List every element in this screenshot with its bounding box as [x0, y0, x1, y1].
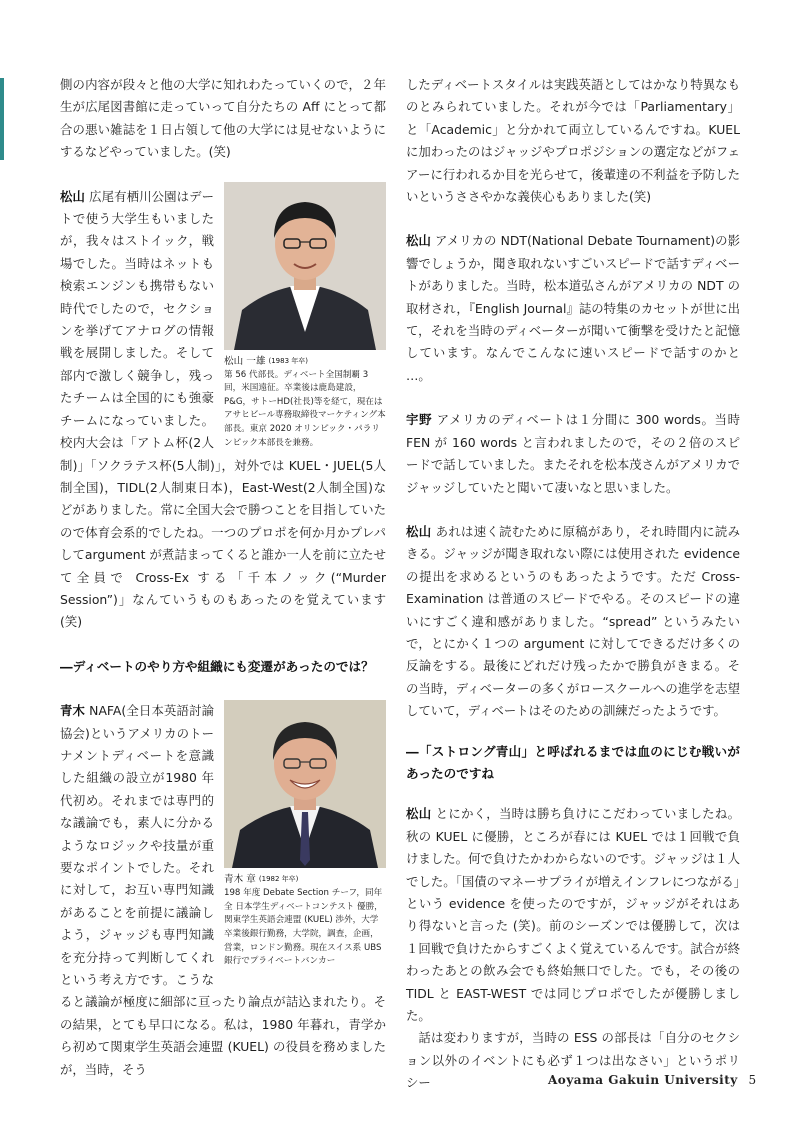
matsuyama-year: (1983 年卒)	[268, 356, 309, 365]
paragraph-text: 広尾有栖川公園はデートで使う大学生もいましたが，我々はストイック，戦場でした。当時はネットも検索エンジンも携帯もない時代でしたので，セクションを挙げてアナログの情報戦を展開しました。そして部内で激しく競争し，残ったチームは全国的にも強豪チームになっていました。校内大会は「アトム杯(2人制)」「ソクラテス杯(5人制)」，対外では KUEL・JUEL(5人制全国)，TIDL(2人制東日本)，East-West(2人制全国)などがありました。常に全国大会で勝つことを目指していたので体育会系的でしたね。一つのプロポを何か月かプレパしてargument が煮詰まってくると誰か一人を前に立たせて全員で Cross-Ex する「千本ノック(“Murder Session”)」なんていうものもあったのを覚えています(笑)	[60, 188, 386, 630]
section-heading: ―ディベートのやり方や組織にも変遷があったのでは？	[60, 658, 374, 674]
speaker-label: 松山	[406, 523, 432, 539]
paragraph-matsuyama-3	[406, 521, 740, 723]
right-column	[406, 74, 740, 1095]
section-heading: ―「ストロング青山」と呼ばれるまでは血のにじむ戦いがあったのですね	[406, 743, 740, 781]
matsuyama-name: 松山 一雄	[224, 355, 266, 367]
paragraph-text: アメリカの NDT(National Debate Tournament)の影響でしょうか，聞き取れないすごいスピードで話すディベートがありました。当時，松本道弘さんがアメリカの NDT の取材され，『English Journal』誌の特集のカセットが世に出て，それを当時のディベーターが聞いて衝撃を受けたと記憶しています。なんでこんなに速いスピードで話すのかと …。	[406, 233, 740, 383]
aoki-figure	[224, 700, 386, 969]
paragraph-text: とにかく，当時は勝ち負けにこだわっていましたね。秋の KUEL に優勝，ところが春には KUEL では１回戦で負けました。何で負けたかわからないのです。ジャッジは１人でした。「国債のマネーサプライが増えインフレにつながる」という evidence を使ったのですが，ジャッジがそれはあり得ないと言った (笑)。前のシーズンでは優勝して，次は１回戦で負けたからすごくよく覚えているんです。試合が終わったあとの飲み会でも終始無口でした。でも，その後の TIDL と EAST-WEST では同じプロポでしたが優勝しました。	[406, 806, 740, 1024]
paragraph-text: NAFA(全日本英語討論協会)というアメリカのトーナメントディベートを意識した組織の設立が1980 年代初め。それまでは専門的な議論でも，素人に分かるようなロジックや技量が重要なポイントでした。それに対して，お互い専門知識があることを前提に議論しよう，ジャッジも専門知識を充分持って判断してくれという考え方です。こうなると議論が極度に細部に亘ったり論点が詰込まれたり。その結果，とても早口になる。私は，1980 年暮れ，青学から初めて関東学生英語会連盟 (KUEL) の役員を務めましたが，当時，そう	[60, 703, 386, 1077]
matsuyama-block	[60, 186, 386, 634]
paragraph-intro-right: したディベートスタイルは実践英語としてはかなり特異なものとみられていました。それが今では「Parliamentary」と「Academic」と分かれて両立しているんですね。KUEL に加わったのはジャッジやプロポジションの選定などがフェアーに行われるか目を光らせて，後輩達の不利益を予防したいというささやかな義侠心もありました(笑)	[406, 77, 740, 205]
aoki-block	[60, 700, 386, 1081]
speaker-label: 松山	[406, 806, 432, 822]
paragraph-matsuyama-4	[406, 803, 740, 1027]
accent-bar	[0, 78, 4, 160]
speaker-label: 青木	[60, 703, 86, 719]
left-column	[60, 74, 386, 1081]
aoki-name: 青木 章	[224, 874, 256, 886]
university-wordmark: Aoyama Gakuin University	[548, 1073, 738, 1087]
aoki-year: (1982 年卒)	[258, 875, 299, 884]
paragraph-continued: 話は変わりますが，当時の ESS の部長は「自分のセクション以外のイベントにも必ず１つは出なさい」というポリシー	[406, 1030, 740, 1091]
aoki-caption: 198 年度 Debate Section チーフ，同年全 日本学生ディベートコンテスト 優勝，関東学生英語会連盟 (KUEL) 渉外，大学卒業後銀行勤務，大学院，調査，企画，営業，ロンドン勤務。現在スイス系 UBS 銀行でプライベートバンカー	[224, 888, 383, 967]
matsuyama-photo	[224, 182, 386, 350]
page-footer	[548, 1073, 757, 1087]
matsuyama-caption: 第 56 代部長。ディベート全国制覇 3 回，米国遠征。卒業後は鹿島建設，P&G，サトーHD(社長)等を経て，現在はアサヒビール専務取締役マーケティング本部長。東京 2020 オリンピック・パラリンピック本部長を兼務。	[224, 369, 386, 448]
paragraph-intro-left: 側の内容が段々と他の大学に知れわたっていくので，２年生が広尾図書館に走っていって自分たちの Aff にとって都合の悪い雑誌を１日占領して他の大学には見せないようにするなどやっていました。(笑)	[60, 77, 386, 160]
speaker-label: 松山	[60, 188, 86, 204]
matsuyama-figure	[224, 182, 386, 451]
paragraph-uno-1	[406, 409, 740, 499]
speaker-label: 松山	[406, 233, 431, 249]
speaker-label: 宇野	[406, 412, 433, 428]
paragraph-matsuyama-2	[406, 230, 740, 387]
paragraph-text: あれは速く読むために原稿があり，それ時間内に読みきる。ジャッジが聞き取れない際には使用された evidence の提出を求めるというのもあったようです。ただ Cross-Examination は普通のスピードでやる。そのスピードの違いにすごく違和感がありました。“spread” というみたいで，とにかく１つの argument に対してできるだけ多くの反論をする。最後にどれだけ残ったかで勝負がきまる。その当時，ディベーターの多くがロースクールへの進学を志望していて，ディベートはそのための訓練だったようです。	[406, 523, 740, 719]
page-number: 5	[748, 1073, 757, 1087]
aoki-photo	[224, 700, 386, 868]
paragraph-text: アメリカのディベートは１分間に 300 words。当時 FEN が 160 words と言われましたので，その２倍のスピードで話していました。またそれを松本茂さんがアメリカでジャッジしていたと聞いて凄いなと思いました。	[406, 412, 740, 495]
